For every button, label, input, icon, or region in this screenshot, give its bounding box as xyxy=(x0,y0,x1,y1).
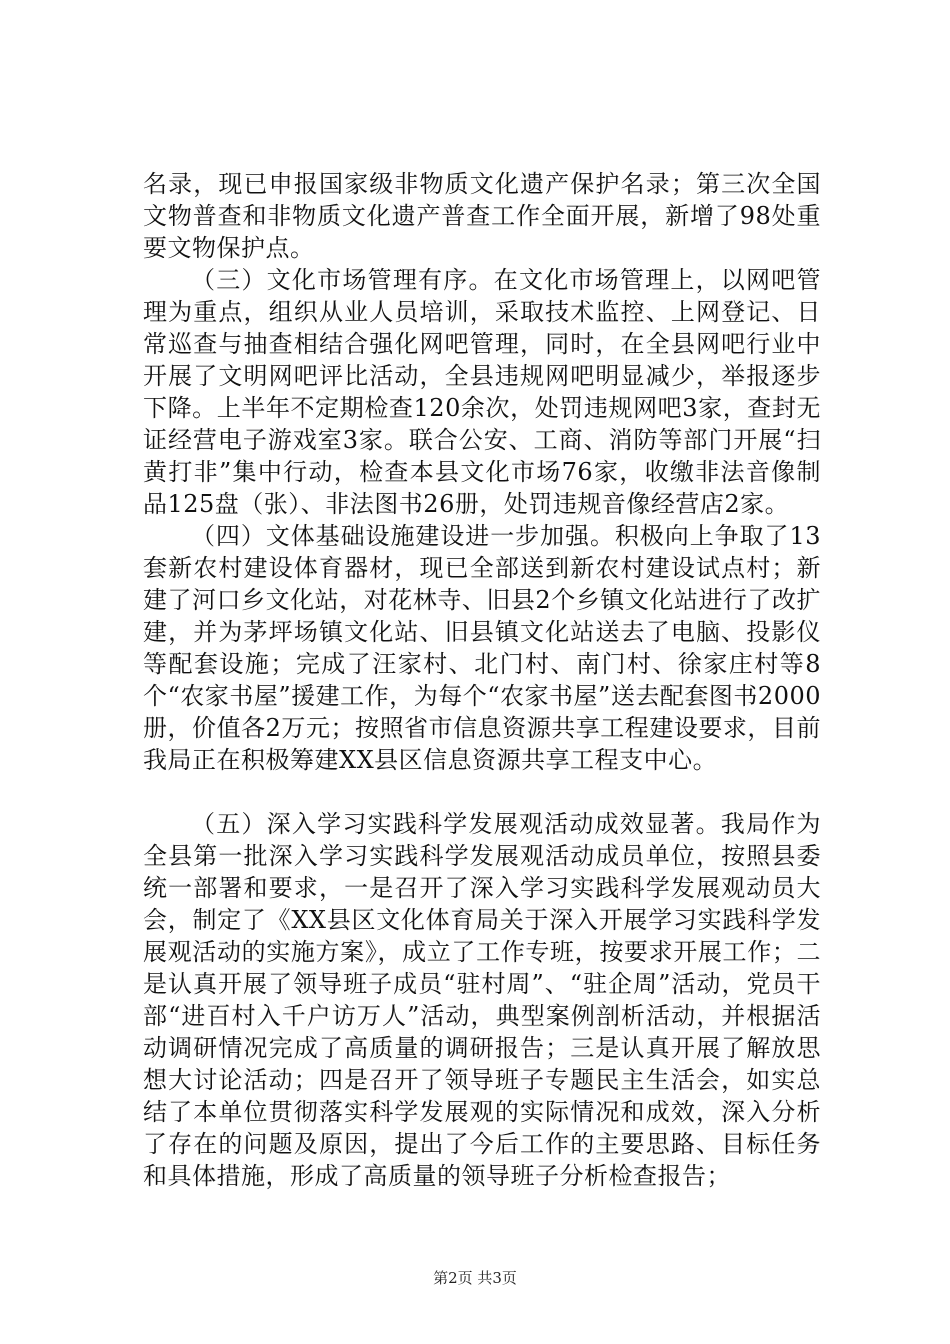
paragraph-scientific-development: （五）深入学习实践科学发展观活动成效显著。我局作为全县第一批深入学习实践科学发展观活动成员单位，按照县委统一部署和要求，一是召开了深入学习实践科学发展观动员大会，制定了《XX县区文化体育局关于深入开展学习实践科学发展观活动的实施方案》，成立了工作专班，按要求开展工作；二是认真开展了领导班子成员“驻村周”、“驻企周”活动，党员干部“进百村入千户访万人”活动，典型案例剖析活动，并根据活动调研情况完成了高质量的调研报告；三是认真开展了解放思想大讨论活动；四是召开了领导班子专题民主生活会，如实总结了本单位贯彻落实科学发展观的实际情况和成效，深入分析了存在的问题及原因，提出了今后工作的主要思路、目标任务和具体措施，形成了高质量的领导班子分析检查报告； xyxy=(143,810,821,1190)
document-body xyxy=(143,168,821,1192)
paragraph-culture-market: （三）文化市场管理有序。在文化市场管理上，以网吧管理为重点，组织从业人员培训，采取技术监控、上网登记、日常巡查与抽查相结合强化网吧管理，同时，在全县网吧行业中开展了文明网吧评比活动，全县违规网吧明显减少，举报逐步下降。上半年不定期检查120余次，处罚违规网吧3家，查封无证经营电子游戏室3家。联合公安、工商、消防等部门开展“扫黄打非”集中行动，检查本县文化市场76家，收缴非法音像制品125盘（张）、非法图书26册，处罚违规音像经营店2家。 xyxy=(143,266,821,518)
paragraph-continuation: 名录，现已申报国家级非物质文化遗产保护名录；第三次全国文物普查和非物质文化遗产普查工作全面开展，新增了98处重要文物保护点。 xyxy=(143,170,821,262)
page-number-footer: 第2页 共3页 xyxy=(433,1269,517,1287)
paragraph-infrastructure: （四）文体基础设施建设进一步加强。积极向上争取了13套新农村建设体育器材，现已全部送到新农村建设试点村；新建了河口乡文化站，对花林寺、旧县2个乡镇文化站进行了改扩建，并为茅坪场镇文化站、旧县镇文化站送去了电脑、投影仪等配套设施；完成了汪家村、北门村、南门村、徐家庄村等8个“农家书屋”援建工作，为每个“农家书屋”送去配套图书2000册，价值各2万元；按照省市信息资源共享工程建设要求，目前我局正在积极筹建XX县区信息资源共享工程支中心。 xyxy=(143,522,821,774)
